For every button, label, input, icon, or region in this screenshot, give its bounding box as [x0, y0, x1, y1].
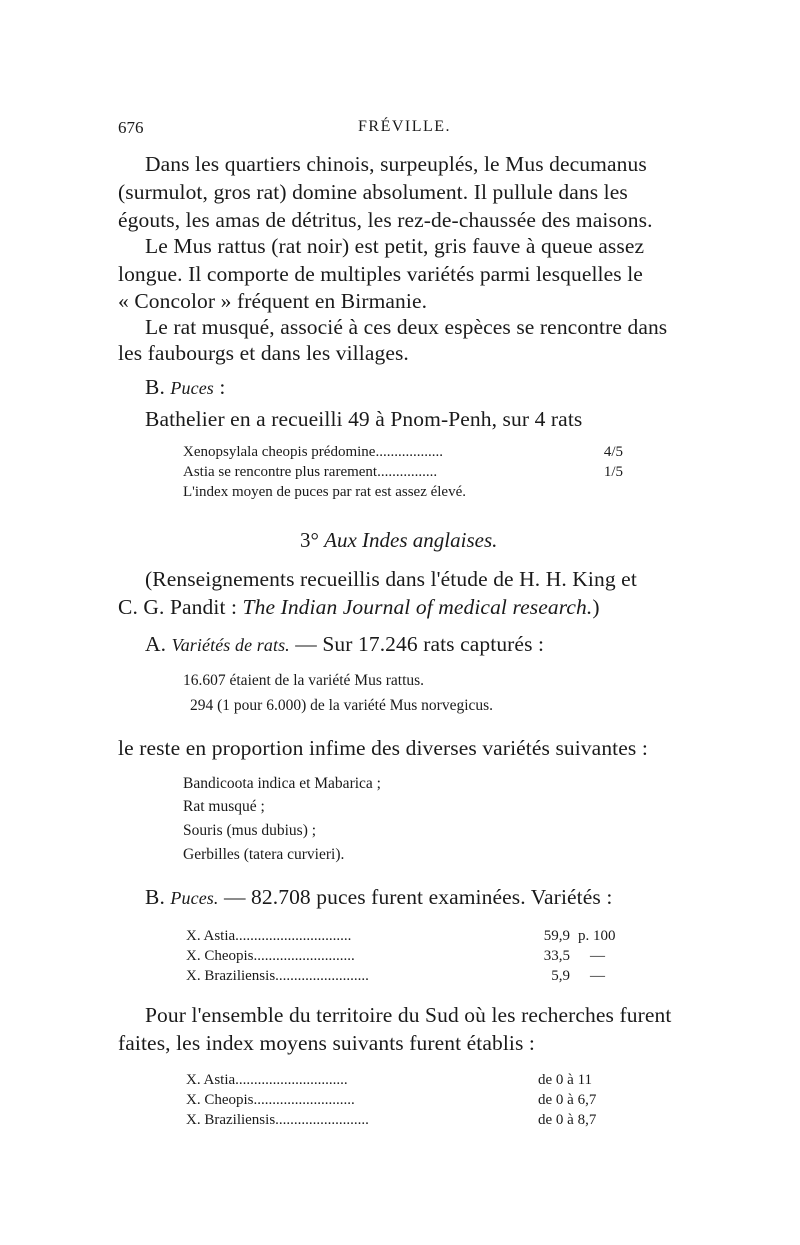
section-number: 3°	[300, 528, 319, 552]
flea-variety-label: X. Braziliensis	[186, 968, 276, 984]
flea-row	[183, 444, 623, 461]
section-b2-heading	[145, 885, 612, 910]
para1-line: égouts, les amas de détritus, les rez-de-chaussée des maisons.	[118, 208, 653, 232]
section-rest: — Sur 17.246 rats capturés :	[295, 632, 545, 656]
section-rest: — 82.708 puces furent examinées. Variétés :	[223, 885, 613, 909]
index-row	[186, 1072, 348, 1089]
journal-title: The Indian Journal of medical research.	[242, 595, 593, 619]
flea-value: 1/5	[603, 464, 623, 480]
index-label: X. Braziliensis	[186, 1112, 276, 1128]
final-para-line: faites, les index moyens suivants furent établis :	[118, 1031, 535, 1055]
dot-leader: ..............................	[235, 1072, 348, 1088]
para2-line: « Concolor » fréquent en Birmanie.	[118, 289, 428, 313]
flea-variety-value: 59,9	[543, 928, 570, 944]
flea-variety-row	[186, 968, 369, 985]
flea-note: L'index moyen de puces par rat est assez élevé.	[183, 484, 467, 500]
reste-line: le reste en proportion infime des diverses variétés suivantes :	[118, 736, 648, 760]
index-range: de 0 à 6,7	[538, 1092, 597, 1108]
variety-item: Souris (mus dubius) ;	[183, 822, 317, 839]
flea-variety-label: X. Cheopis	[186, 948, 254, 964]
para3-line: les faubourgs et dans les villages.	[118, 341, 409, 365]
para2-line: longue. Il comporte de multiples variétés parmi lesquelles le	[118, 262, 643, 286]
flea-variety-unit: —	[590, 948, 605, 964]
section-title: Variétés de rats.	[171, 635, 290, 655]
para3-line: Le rat musqué, associé à ces deux espèces se rencontre dans	[145, 315, 668, 339]
section-b-puces-heading	[145, 375, 225, 400]
source-line	[118, 595, 600, 620]
source-line: (Renseignements recueillis dans l'étude de H. H. King et	[145, 567, 637, 591]
section-3-heading	[300, 528, 497, 553]
running-title: FRÉVILLE.	[358, 118, 452, 135]
section-letter: A.	[145, 632, 167, 656]
section-title: Aux Indes anglaises.	[324, 528, 498, 552]
section-title: Puces	[170, 378, 214, 398]
flea-label: Astia se rencontre plus rarement	[183, 464, 378, 480]
flea-variety-value: 5,9	[551, 968, 570, 984]
flea-variety-row	[186, 948, 355, 965]
dot-leader: .........................	[275, 968, 369, 984]
flea-row	[183, 464, 623, 481]
section-colon: :	[219, 375, 226, 399]
flea-variety-row	[186, 928, 351, 945]
page-number: 676	[118, 118, 144, 137]
variety-item: Bandicoota indica et Mabarica ;	[183, 775, 381, 792]
final-para-line: Pour l'ensemble du territoire du Sud où les recherches furent	[145, 1003, 672, 1027]
section-a-heading	[145, 632, 544, 657]
rat-count-line: 16.607 étaient de la variété Mus rattus.	[183, 672, 425, 689]
para1-line: Dans les quartiers chinois, surpeuplés, le Mus decumanus	[145, 152, 647, 176]
dot-leader: ...........................	[253, 1092, 355, 1108]
section-title: Puces.	[170, 888, 219, 908]
dot-leader: ................	[377, 464, 438, 480]
index-row	[186, 1112, 369, 1129]
para2-line: Le Mus rattus (rat noir) est petit, gris fauve à queue assez	[145, 234, 645, 258]
para1-line: (surmulot, gros rat) domine absolument. Il pullule dans les	[118, 180, 628, 204]
flea-label: Xenopsylala cheopis prédomine	[183, 444, 376, 460]
section-letter: B.	[145, 885, 165, 909]
variety-item: Rat musqué ;	[183, 798, 265, 815]
index-row	[186, 1092, 355, 1109]
dot-leader: .........................	[275, 1112, 369, 1128]
bathelier-line: Bathelier en a recueilli 49 à Pnom-Penh, sur 4 rats	[145, 407, 583, 431]
flea-value: 4/5	[603, 444, 623, 460]
flea-variety-value: 33,5	[543, 948, 570, 964]
index-range: de 0 à 11	[538, 1072, 593, 1088]
flea-variety-unit: p. 100	[578, 928, 616, 944]
dot-leader: ..................	[375, 444, 443, 460]
flea-variety-unit: —	[590, 968, 605, 984]
index-label: X. Cheopis	[186, 1092, 254, 1108]
source-close: )	[592, 595, 600, 619]
source-authors: C. G. Pandit :	[118, 595, 243, 619]
section-letter: B.	[145, 375, 165, 399]
index-label: X. Astia	[186, 1072, 236, 1088]
rat-count-line: 294 (1 pour 6.000) de la variété Mus norvegicus.	[190, 697, 494, 714]
variety-item: Gerbilles (tatera curvieri).	[183, 846, 345, 863]
dot-leader: ...............................	[235, 928, 352, 944]
index-range: de 0 à 8,7	[538, 1112, 597, 1128]
dot-leader: ...........................	[253, 948, 355, 964]
flea-variety-label: X. Astia	[186, 928, 236, 944]
